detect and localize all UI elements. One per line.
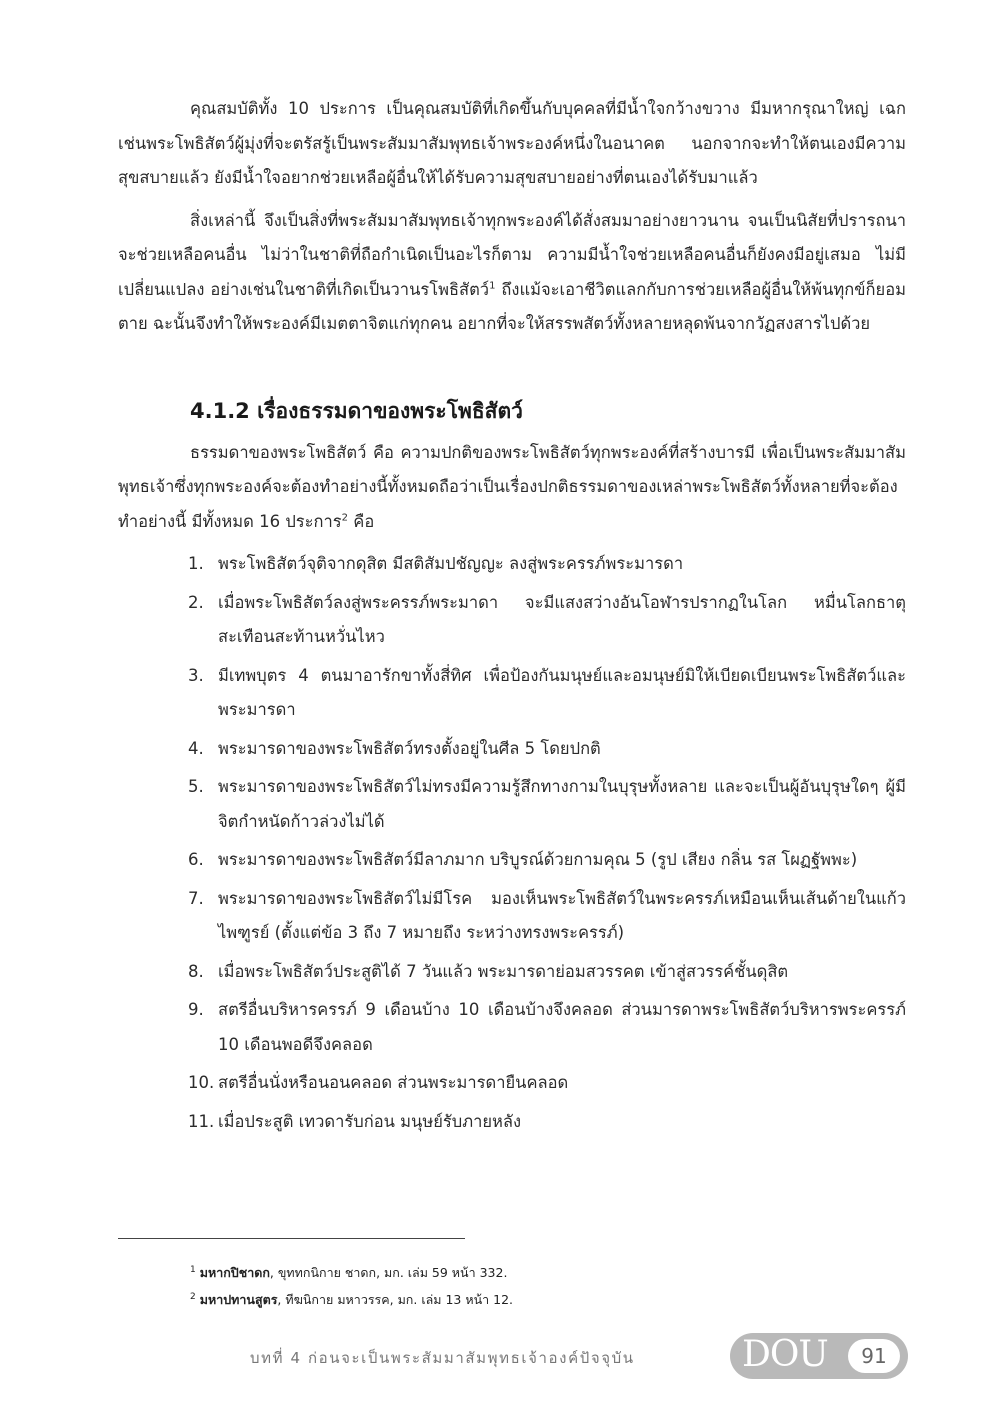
footnote-reference[interactable]: 1 — [489, 280, 496, 291]
list-item — [118, 882, 906, 951]
list-item-number: 2. — [188, 592, 204, 612]
list-item-number: 4. — [188, 738, 204, 758]
list-item-number: 5. — [188, 777, 204, 796]
paragraph-text: คือ — [348, 511, 375, 531]
footnote-text: , ทีฆนิกาย มหาวรรค, มก. เล่ม 13 หน้า 12. — [277, 1292, 514, 1308]
list-item — [118, 547, 906, 582]
paragraph — [118, 204, 906, 342]
footnote-divider — [118, 1238, 465, 1239]
chapter-footer: บทที่ 4 ก่อนจะเป็นพระสัมมาสัมพุทธเจ้าองค์ปัจจุบัน — [250, 1349, 635, 1367]
list-item — [118, 1105, 906, 1140]
list-item-text: พระมารดาของพระโพธิสัตว์มีลาภมาก บริบูรณ์ด้วยกามคุณ 5 (รูป เสียง กลิ่น รส โผฏฐัพพะ) — [218, 850, 858, 869]
paragraph-text: คุณสมบัติทั้ง 10 ประการ เป็นคุณสมบัติที่เกิดขึ้นกับบุคคลที่มีน้ำใจกว้างขวาง มีมหากรุณาใหญ่ เฉกเช่นพระโพธิสัตว์ผู้มุ่งที่จะตรัสรู้เป็นพระสัมมาสัมพุทธเจ้าพระองค์หนึ่งในอนาคต นอกจากจะทำให้ตนเองมีความสุขสบายแล้ว ยังมีน้ำใจอยากช่วยเหลือผู้อื่นให้ได้รับความสุขสบายอย่างที่ตนเองได้รับมาแล้ว — [118, 99, 906, 187]
main-content — [118, 92, 906, 1143]
footnote-text: , ขุททกนิกาย ชาดก, มก. เล่ม 59 หน้า 332. — [269, 1265, 508, 1281]
list-item-text: มีเทพบุตร 4 ตนมาอารักขาทั้งสี่ทิศ เพื่อป้องกันมนุษย์และอมนุษย์มิให้เบียดเบียนพระโพธิสัตว์และพระมารดา — [218, 665, 906, 719]
brand-badge — [730, 1333, 908, 1379]
brand-logo: DOU — [742, 1334, 828, 1375]
list-item-number: 10. — [188, 1073, 215, 1092]
footnote-title: มหาปทานสูตร — [199, 1292, 278, 1308]
list-item-number: 9. — [188, 1000, 204, 1019]
footnote-number: 2 — [190, 1292, 196, 1303]
list-item — [118, 955, 906, 990]
page-number: 91 — [848, 1339, 900, 1373]
footnote-reference[interactable]: 2 — [341, 512, 349, 523]
list-item — [118, 586, 906, 655]
list-item-text: พระมารดาของพระโพธิสัตว์ไม่มีโรค มองเห็นพระโพธิสัตว์ในพระครรภ์เหมือนเห็นเส้นด้ายในแก้วไพฑูรย์ (ตั้งแต่ข้อ 3 ถึง 7 หมายถึง ระหว่างทรงพระครรภ์) — [218, 888, 906, 942]
list-item-text: เมื่อพระโพธิสัตว์ลงสู่พระครรภ์พระมาดา จะมีแสงสว่างอันโอฬารปรากฏในโลก หมื่นโลกธาตุสะเทือนสะท้านหวั่นไหว — [218, 592, 906, 646]
paragraph — [118, 436, 906, 540]
numbered-list — [118, 547, 906, 1139]
list-item — [118, 659, 906, 728]
paragraph-text: ธรรมดาของพระโพธิสัตว์ คือ ความปกติของพระโพธิสัตว์ทุกพระองค์ที่สร้างบารมี เพื่อเป็นพระสัมมาสัมพุทธเจ้าซึ่งทุกพระองค์จะต้องทำอย่างนี้ทั้งหมดถือว่าเป็นเรื่องปกติธรรมดาของเหล่าพระโพธิสัตว์ทั้งหลายที่จะต้องทำอย่างนี้ มีทั้งหมด 16 ประการ — [118, 442, 906, 531]
section-heading: 4.1.2 เรื่องธรรมดาของพระโพธิสัตว์ — [190, 398, 523, 423]
list-item — [118, 732, 906, 767]
footnote — [190, 1258, 890, 1285]
list-item-text: เมื่อประสูติ เทวดารับก่อน มนุษย์รับภายหลัง — [218, 1111, 522, 1131]
list-item-number: 8. — [188, 961, 204, 981]
footnote-title: มหากปิชาดก — [199, 1265, 270, 1281]
list-item-text: สตรีอื่นบริหารครรภ์ 9 เดือนบ้าง 10 เดือนบ้างจึงคลอด ส่วนมารดาพระโพธิสัตว์บริหารพระครรภ์ 10 เดือนพอดีจึงคลอด — [218, 1000, 906, 1054]
paragraph-text: ถึงแม้จะเอาชีวิตแลกกับการช่วยเหลือผู้อื่นให้พ้นทุกข์ก็ยอมตาย ฉะนั้นจึงทำให้พระองค์มีเมตตาจิตแก่ทุกคน อยากที่จะให้สรรพสัตว์ทั้งหลายหลุดพ้นจากวัฏสงสารไปด้วย — [118, 279, 906, 333]
list-item-text: เมื่อพระโพธิสัตว์ประสูติได้ 7 วันแล้ว พระมารดาย่อมสวรรคต เข้าสู่สวรรค์ชั้นดุสิต — [218, 961, 789, 981]
list-item-text: พระโพธิสัตว์จุติจากดุสิต มีสติสัมปชัญญะ ลงสู่พระครรภ์พระมารดา — [218, 554, 684, 573]
footnote — [190, 1285, 890, 1312]
paragraph — [118, 92, 906, 196]
list-item-text: สตรีอื่นนั่งหรือนอนคลอด ส่วนพระมารดายืนคลอด — [218, 1073, 569, 1092]
list-item — [118, 993, 906, 1062]
list-item-text: พระมารดาของพระโพธิสัตว์ไม่ทรงมีความรู้สึกทางกามในบุรุษทั้งหลาย และจะเป็นผู้อันบุรุษใดๆ ผู้มีจิตกำหนัดก้าวล่วงไม่ได้ — [218, 777, 906, 831]
list-item — [118, 843, 906, 878]
list-item-text: พระมารดาของพระโพธิสัตว์ทรงตั้งอยู่ในศีล 5 โดยปกติ — [218, 738, 601, 758]
footnotes — [190, 1258, 890, 1312]
list-item-number: 11. — [188, 1111, 215, 1131]
list-item-number: 6. — [188, 850, 204, 869]
list-item-number: 7. — [188, 888, 204, 908]
paragraph-text: สิ่งเหล่านี้ จึงเป็นสิ่งที่พระสัมมาสัมพุทธเจ้าทุกพระองค์ได้สั่งสมมาอย่างยาวนาน จนเป็นนิสัยที่ปรารถนาจะช่วยเหลือคนอื่น ไม่ว่าในชาติที่ถือกำเนิดเป็นอะไรก็ตาม ความมีน้ำใจช่วยเหลือคนอื่นก็ยังคงมีอยู่เสมอ ไม่มีเปลี่ยนแปลง อย่างเช่นในชาติที่เกิดเป็นวานรโพธิสัตว์ — [118, 210, 906, 299]
list-item-number: 3. — [188, 665, 204, 685]
footnote-number: 1 — [190, 1265, 196, 1275]
list-item-number: 1. — [188, 554, 204, 573]
list-item — [118, 1066, 906, 1101]
list-item — [118, 770, 906, 839]
